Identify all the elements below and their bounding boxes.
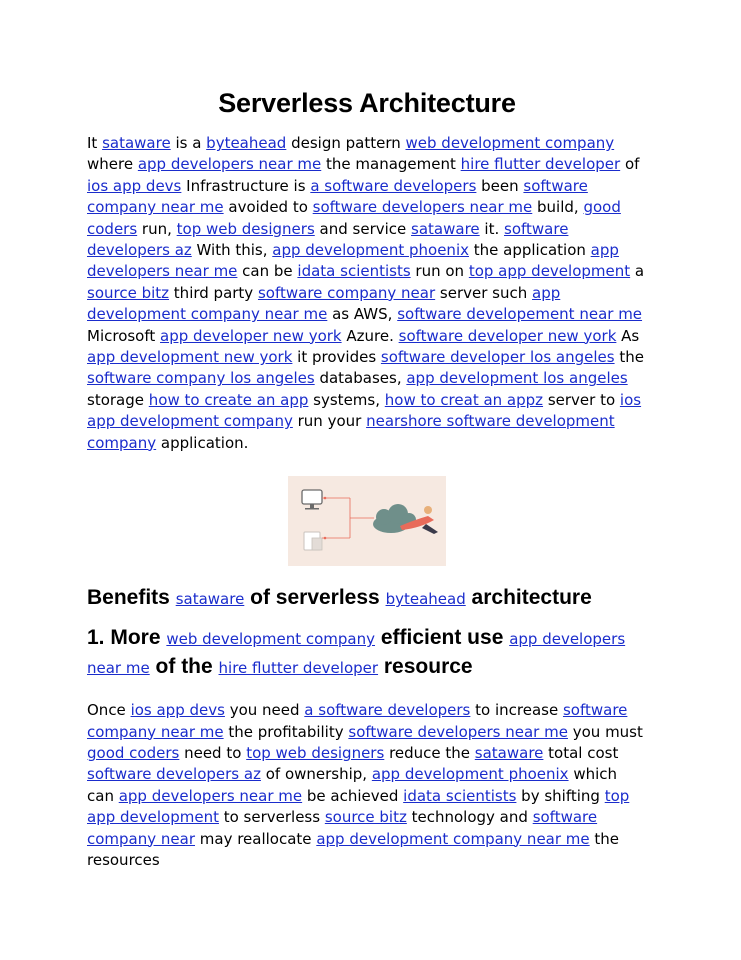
inline-link[interactable]: source bitz	[87, 283, 170, 302]
monitor-stand	[310, 504, 314, 508]
text-run: Azure.	[341, 326, 399, 345]
inline-link[interactable]: web development company	[166, 630, 375, 649]
text-run: run,	[137, 219, 177, 238]
inline-link[interactable]: app developer new york	[160, 326, 342, 345]
text-run: server such	[435, 283, 533, 302]
text-run: resource	[378, 655, 473, 679]
text-run: the application	[469, 241, 591, 260]
inline-link[interactable]: app development phoenix	[272, 241, 469, 260]
text-run: systems,	[308, 390, 385, 409]
text-run: of serverless	[244, 586, 386, 610]
inline-link[interactable]: how to create an app	[148, 390, 309, 409]
figure	[87, 476, 647, 566]
inline-link[interactable]: byteahead	[206, 134, 287, 152]
text-run: to serverless	[218, 808, 325, 827]
inline-link[interactable]: software company los angeles	[87, 369, 315, 388]
text-run: With this,	[191, 241, 273, 260]
text-run: As	[616, 326, 640, 345]
text-run: efficient use	[375, 626, 510, 650]
inline-link[interactable]: app development new york	[87, 348, 293, 367]
text-run: architecture	[465, 586, 592, 610]
inline-link[interactable]: source bitz	[324, 808, 407, 827]
text-run: build,	[532, 198, 584, 217]
text-run: server to	[543, 390, 620, 409]
text-run: third party	[169, 283, 258, 302]
text-run: the resources	[87, 829, 620, 869]
text-run: to increase	[470, 701, 563, 720]
inline-link[interactable]: byteahead	[385, 590, 466, 609]
text-run: you need	[224, 701, 305, 720]
inline-link[interactable]: top web designers	[246, 743, 385, 762]
text-run: the management	[321, 155, 461, 174]
inline-link[interactable]: app development los angeles	[406, 369, 628, 388]
text-run: total cost	[543, 743, 619, 762]
monitor-icon	[302, 490, 322, 504]
inline-link[interactable]: top web designers	[176, 219, 315, 238]
inline-link[interactable]: app developers near me	[87, 241, 619, 281]
page-title: Serverless Architecture	[218, 88, 516, 118]
text-run: where	[87, 155, 138, 174]
text-run: 1. More	[87, 626, 167, 650]
inline-link[interactable]: sataware	[175, 590, 245, 609]
inline-link[interactable]: software developers az	[87, 219, 569, 260]
text-run: the profitability	[223, 722, 349, 741]
text-run: be achieved	[302, 786, 404, 805]
text-run: Microsoft	[87, 326, 161, 345]
inline-link[interactable]: top app development	[468, 262, 631, 281]
text-run: can be	[237, 262, 298, 281]
text-run: reduce the	[384, 743, 475, 762]
inline-link[interactable]: good coders	[87, 743, 180, 762]
text-run: of ownership,	[260, 765, 372, 784]
body-paragraph	[87, 700, 647, 871]
inline-link[interactable]: ios app devs	[87, 176, 182, 195]
inline-link[interactable]: ios app development company	[87, 390, 642, 431]
inline-link[interactable]: sataware	[411, 219, 480, 238]
text-run: is a	[170, 134, 207, 152]
intro-paragraph	[87, 133, 647, 454]
text-run: may reallocate	[195, 829, 317, 848]
text-run: application.	[156, 433, 249, 452]
inline-link[interactable]: a software developers	[310, 176, 477, 195]
text-run: been	[476, 176, 524, 195]
inline-link[interactable]: software developers az	[87, 765, 261, 784]
text-run: need to	[179, 743, 247, 762]
inline-link[interactable]: idata scientists	[403, 786, 517, 805]
text-run: it provides	[292, 348, 381, 367]
inline-link[interactable]: software company near me	[87, 176, 588, 217]
inline-link[interactable]: software developer los angeles	[380, 348, 615, 367]
inline-link[interactable]: app development company near me	[87, 283, 561, 324]
inline-link[interactable]: software developers near me	[312, 198, 533, 217]
inline-link[interactable]: app development phoenix	[371, 765, 569, 784]
inline-link[interactable]: software developer new york	[398, 326, 617, 345]
text-run: Infrastructure is	[181, 176, 311, 195]
text-run: design pattern	[286, 134, 406, 152]
inline-link[interactable]: hire flutter developer	[460, 155, 621, 174]
text-run: avoided to	[223, 198, 313, 217]
text-run: Benefits	[87, 586, 176, 610]
text-run: It	[87, 134, 103, 152]
text-run: technology and	[406, 808, 533, 827]
text-run: which can	[87, 765, 618, 805]
text-run: and service	[314, 219, 412, 238]
section-heading-1	[87, 624, 647, 682]
benefits-heading	[87, 586, 647, 610]
inline-link[interactable]: app developers near me	[137, 155, 322, 174]
inline-link[interactable]: software developers near me	[348, 722, 568, 741]
document-page	[87, 88, 647, 871]
inline-link[interactable]: top app development	[87, 786, 630, 827]
text-run: you must	[567, 722, 643, 741]
text-run: databases,	[314, 369, 407, 388]
inline-link[interactable]: ios app devs	[130, 701, 225, 720]
text-run: Once	[87, 701, 131, 720]
inline-link[interactable]: software company near	[257, 283, 436, 302]
inline-link[interactable]: how to creat an appz	[384, 390, 544, 409]
inline-link[interactable]: app development company near me	[316, 829, 590, 848]
inline-link[interactable]: app developers near me	[87, 630, 626, 678]
inline-link[interactable]: software developement near me	[397, 305, 643, 324]
text-run: it.	[479, 219, 504, 238]
text-run: storage	[87, 390, 149, 409]
inline-link[interactable]: hire flutter developer	[218, 659, 379, 678]
serverless-illustration	[288, 476, 446, 566]
text-run: by shifting	[516, 786, 605, 805]
text-run: run on	[410, 262, 469, 281]
inline-link[interactable]: web development company	[405, 134, 615, 152]
inline-link[interactable]: a software developers	[304, 701, 471, 720]
text-run: as AWS,	[327, 305, 398, 324]
inline-link[interactable]: idata scientists	[297, 262, 411, 281]
inline-link[interactable]: good coders	[87, 198, 621, 238]
text-run: of	[620, 155, 640, 174]
inline-link[interactable]: sataware	[102, 134, 171, 152]
inline-link[interactable]: nearshore software development company	[87, 412, 615, 452]
inline-link[interactable]: app developers near me	[118, 786, 303, 805]
text-run: the	[614, 348, 644, 367]
text-run: of the	[149, 655, 219, 679]
inline-link[interactable]: sataware	[474, 743, 544, 762]
text-run: run your	[292, 412, 367, 431]
text-run: a	[630, 262, 645, 281]
inline-link[interactable]: software company near me	[87, 701, 628, 741]
inline-link[interactable]: software company near	[87, 808, 598, 848]
